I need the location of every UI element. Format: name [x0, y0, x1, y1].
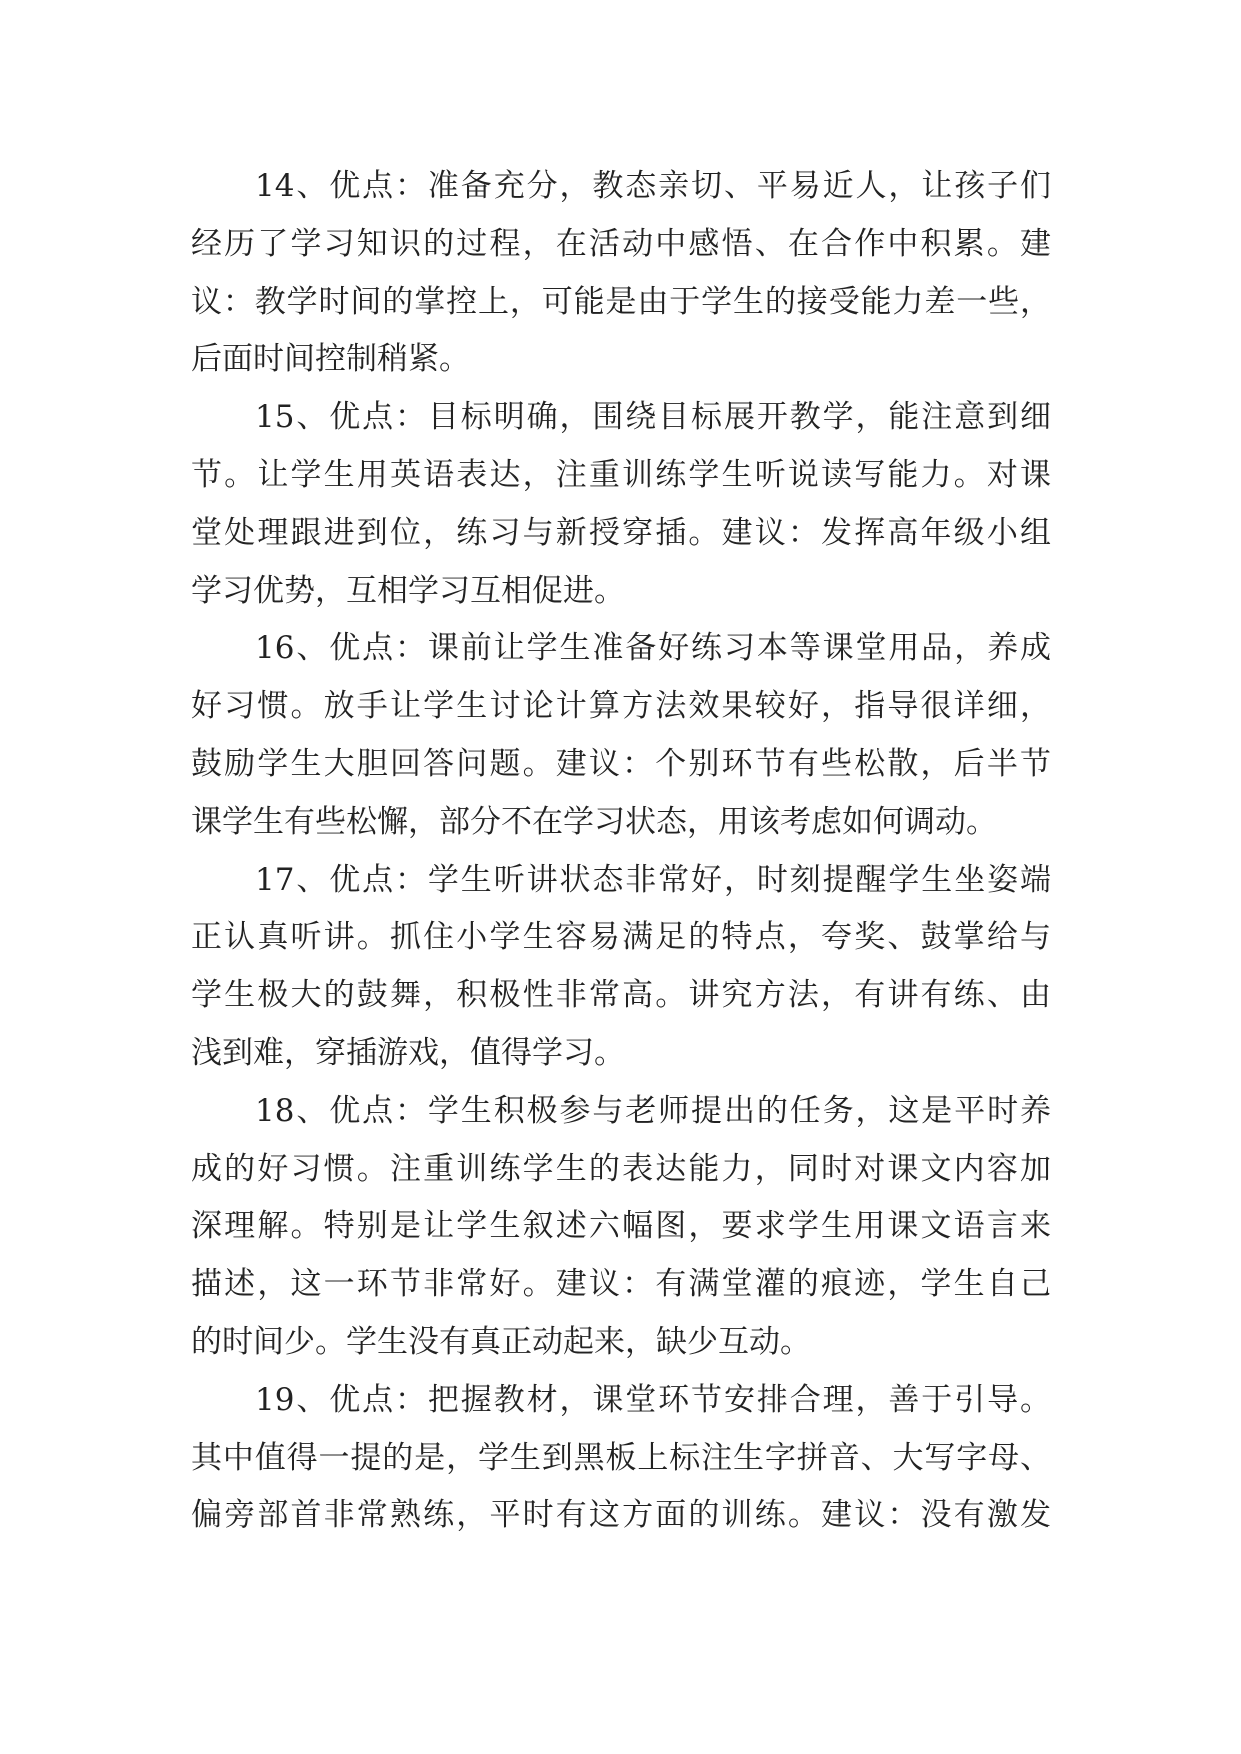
- document-body: [191, 158, 1051, 1545]
- text-line: 15、优点：目标明确，围绕目标展开教学，能注意到细: [255, 399, 1051, 436]
- text-line: 节。让学生用英语表达，注重训练学生听说读写能力。对课: [191, 456, 1051, 493]
- text-line: 14、优点：准备充分，教态亲切、平易近人，让孩子们: [255, 168, 1051, 204]
- text-line: 19、优点：把握教材，课堂环节安排合理，善于引导。: [255, 1381, 1051, 1418]
- text-line: 描述，这一环节非常好。建议：有满堂灌的痕迹，学生自己: [191, 1266, 1051, 1303]
- paragraph-17: [191, 852, 1051, 1083]
- paragraph-15: [191, 389, 1051, 620]
- text-line: 议：教学时间的掌控上，可能是由于学生的接受能力差一些，: [191, 283, 1051, 320]
- text-line: 成的好习惯。注重训练学生的表达能力，同时对课文内容加: [191, 1150, 1051, 1187]
- paragraph-19: [191, 1372, 1051, 1545]
- text-line: 偏旁部首非常熟练，平时有这方面的训练。建议：没有激发: [191, 1497, 1051, 1534]
- paragraph-16: [191, 620, 1051, 851]
- text-line: 17、优点：学生听讲状态非常好，时刻提醒学生坐姿端: [255, 861, 1051, 898]
- paragraph-18: [191, 1083, 1051, 1372]
- text-line: 16、优点：课前让学生准备好练习本等课堂用品，养成: [255, 630, 1051, 667]
- text-line: 学习优势，互相学习互相促进。: [191, 572, 625, 609]
- paragraph-14: [191, 158, 1051, 389]
- text-line: 的时间少。学生没有真正动起来，缺少互动。: [191, 1323, 811, 1360]
- text-line: 18、优点：学生积极参与老师提出的任务，这是平时养: [255, 1092, 1051, 1129]
- text-line: 课学生有些松懈，部分不在学习状态，用该考虑如何调动。: [191, 803, 997, 840]
- text-line: 正认真听讲。抓住小学生容易满足的特点，夸奖、鼓掌给与: [191, 919, 1051, 956]
- text-line: 其中值得一提的是，学生到黑板上标注生字拼音、大写字母、: [191, 1439, 1051, 1476]
- text-line: 浅到难，穿插游戏，值得学习。: [191, 1034, 625, 1071]
- text-line: 深理解。特别是让学生叙述六幅图，要求学生用课文语言来: [191, 1208, 1051, 1245]
- text-line: 经历了学习知识的过程，在活动中感悟、在合作中积累。建: [191, 225, 1051, 262]
- text-line: 好习惯。放手让学生讨论计算方法效果较好，指导很详细，: [191, 688, 1051, 725]
- text-line: 鼓励学生大胆回答问题。建议：个别环节有些松散，后半节: [191, 745, 1051, 782]
- text-line: 学生极大的鼓舞，积极性非常高。讲究方法，有讲有练、由: [191, 977, 1051, 1014]
- text-line: 堂处理跟进到位，练习与新授穿插。建议：发挥高年级小组: [191, 514, 1051, 551]
- text-line: 后面时间控制稍紧。: [191, 341, 470, 378]
